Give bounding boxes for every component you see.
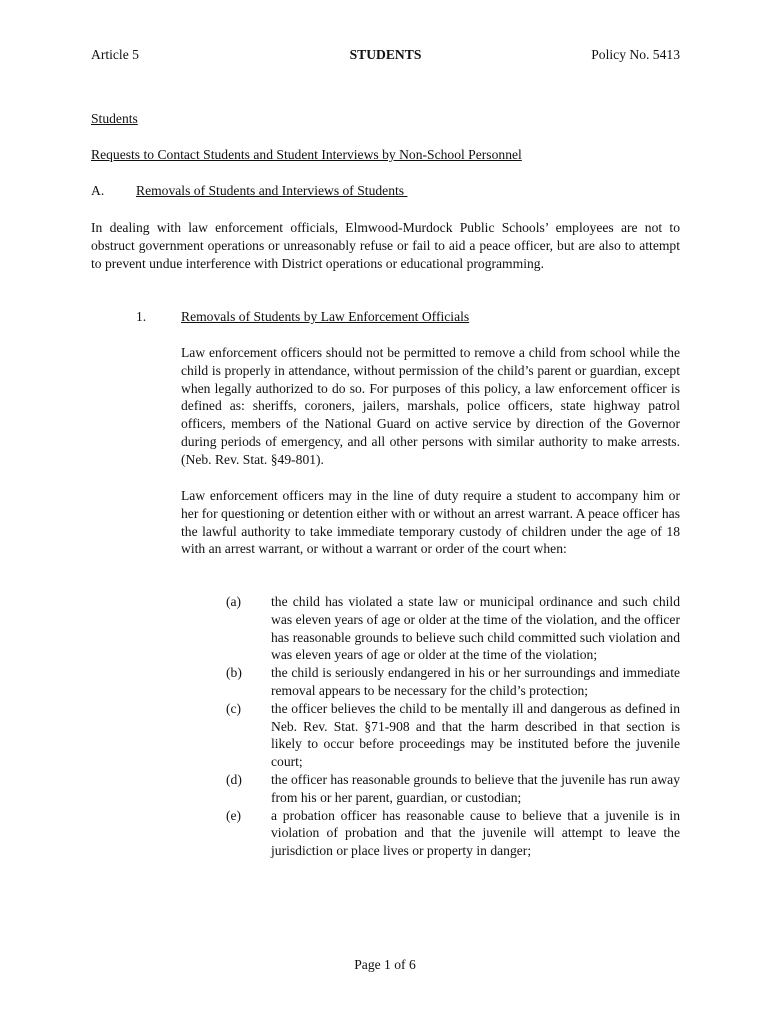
policy-subtitle: Requests to Contact Students and Student Interviews by Non-School Personnel xyxy=(91,147,522,162)
list-item xyxy=(226,664,680,700)
list-item-text: the officer believes the child to be mentally ill and dangerous as defined in Neb. Rev. Stat. §71-908 and that the harm described in that section is likely to occur before proceedings may be instituted before the juvenile court; xyxy=(271,700,680,770)
list-item-label: (e) xyxy=(226,807,242,823)
heading-a-text: Removals of Students and Interviews of Students xyxy=(136,183,408,198)
header-title: STUDENTS xyxy=(349,47,422,62)
list-item-label: (a) xyxy=(226,594,242,609)
section-title: Students xyxy=(91,111,138,126)
conditions-list xyxy=(226,593,680,860)
heading-1-label: 1. xyxy=(136,309,147,324)
list-item-label: (d) xyxy=(226,771,242,787)
header-policy-number: Policy No. 5413 xyxy=(591,47,680,62)
header-article: Article 5 xyxy=(91,47,139,62)
list-item-label: (c) xyxy=(226,700,242,716)
list-item-text: a probation officer has reasonable cause to believe that a juvenile is in violation of probation and that the juvenile will attempt to leave the jurisdiction or place lives or property in danger; xyxy=(271,807,680,859)
list-item-label: (b) xyxy=(226,665,242,681)
page-footer: Page 1 of 6 xyxy=(354,957,416,972)
page-header xyxy=(91,47,680,67)
heading-1-text: Removals of Students by Law Enforcement Officials xyxy=(181,309,470,324)
intro-paragraph: In dealing with law enforcement officials, Elmwood-Murdock Public Schools’ employees are not to obstruct government operations or unreasonably refuse or fail to aid a peace officer, but are also to attempt to prevent undue interference with District operations or educational programming. xyxy=(91,220,680,271)
list-item-text: the child is seriously endangered in his or her surroundings and immediate removal appears to be necessary for the child’s protection; xyxy=(271,665,680,698)
paragraph-1: Law enforcement officers should not be permitted to remove a child from school while the child is properly in attendance, without permission of the child’s parent or guardian, except when legally authorized to do so. For purposes of this policy, a law enforcement officer is defined as: sheriffs, coroners, jailers, marshals, police officers, state highway patrol officers, members of the National Guard on active service by direction of the Governor during periods of emergency, and all other persons with similar authority to make arrests. (Neb. Rev. Stat. §49-801). xyxy=(181,345,680,467)
heading-a-label: A. xyxy=(91,183,105,198)
list-item xyxy=(226,700,680,771)
list-item-text: the child has violated a state law or municipal ordinance and such child was eleven years of age or older at the time of the violation, and the officer has reasonable grounds to believe such child committed such violation and was eleven years of age or older at the time of the violation; xyxy=(271,594,680,663)
list-item xyxy=(226,593,680,664)
list-item-text: the officer has reasonable grounds to believe that the juvenile has run away from his or her parent, guardian, or custodian; xyxy=(271,771,680,805)
list-item xyxy=(226,807,680,860)
list-item xyxy=(226,771,680,807)
paragraph-2: Law enforcement officers may in the line of duty require a student to accompany him or her for questioning or detention either with or without an arrest warrant. A peace officer has the lawful authority to take immediate temporary custody of children under the age of 18 with an arrest warrant, or without a warrant or order of the court when: xyxy=(181,488,680,557)
